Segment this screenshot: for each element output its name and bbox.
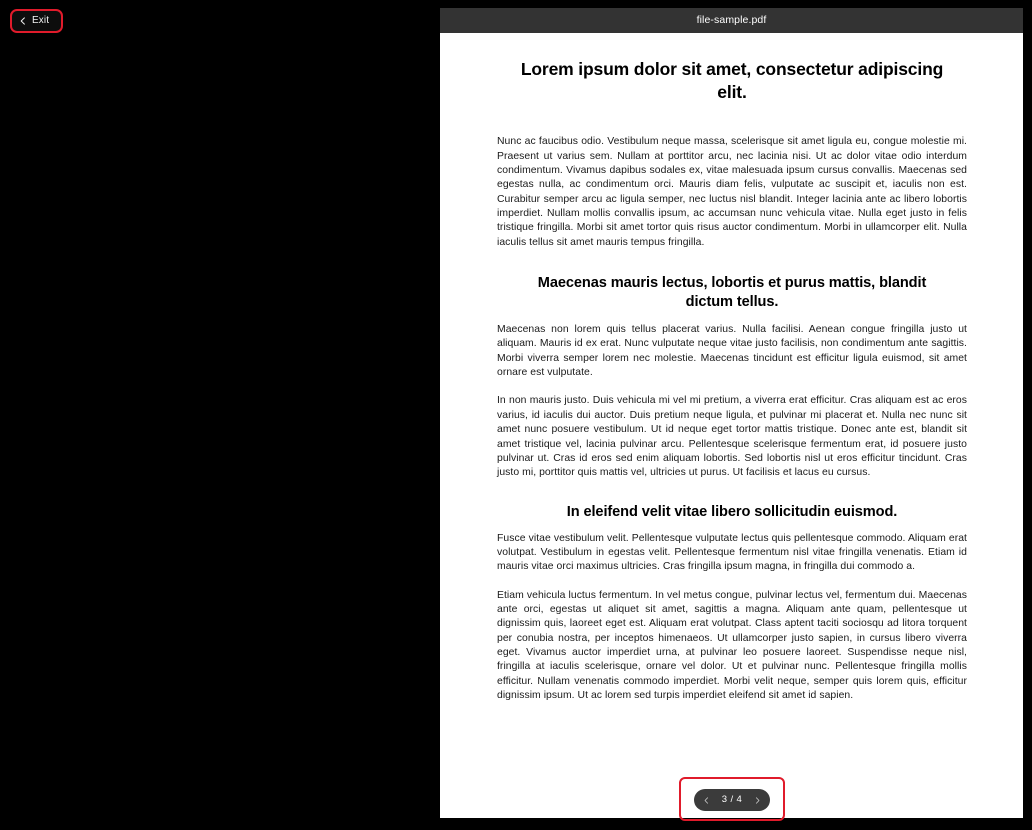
pagination-control[interactable] [694,789,770,811]
spacer [497,575,967,589]
spacer [497,250,967,274]
document-paragraph-3: In non mauris justo. Duis vehicula mi vel mi pretium, a viverra erat efficitur. Cras aliquam est ac eros varius, id iaculis dui auctor. Duis pretium neque ligula, et pulvinar mi placerat et. Nulla nec nunc sit amet nunc posuere vestibulum. Ut id neque eget tortor mattis tristique. Donec ante est, blandit sit amet tristique vel, lacinia pulvinar arcu. Pellentesque scelerisque fermentum erat, id posuere justo pulvinar ut. Cras id eros sed enim aliquam lobortis. Sed lobortis nisl ut eros efficitur tincidunt. Cras justo mi, porttitor quis mattis vel, ultricies ut purus. Ut facilisis et lacus eu cursus. [497,395,967,479]
document-paragraph-2: Maecenas non lorem quis tellus placerat varius. Nulla facilisi. Aenean congue fringilla justo ut aliquam. Mauris id ex erat. Nunc vulputate neque vitae justo facilisis, non condimentum ante sagittis. Morbi viverra semper lorem nec molestie. Maecenas tincidunt est efficitur ligula euismod, sit amet ornare est vulputate. [497,324,967,379]
document-heading-3: In eleifend velit vitae libero sollicitudin euismod. [566,503,898,520]
chevron-left-icon[interactable] [703,797,710,804]
viewer-titlebar [440,8,1023,33]
document-paragraph-4: Fusce vitae vestibulum velit. Pellentesque vulputate lectus quis pellentesque commodo. Aliquam erat volutpat. Vestibulum in egestas velit. Pellentesque fermentum nisl vitae fringilla venenatis. Etiam id mauris vitae orci maximus ultricies. Cras fringilla ipsum magna, in fringilla dui commodo a. [497,532,967,573]
pdf-file-name: file-sample.pdf [696,14,767,27]
pdf-page-content [497,58,967,704]
workspace-panel [0,0,440,830]
document-title: Lorem ipsum dolor sit amet, consectetur adipiscing elit. [520,59,944,103]
page-indicator: 3 / 4 [721,794,743,806]
document-paragraph-1: Nunc ac faucibus odio. Vestibulum neque massa, scelerisque sit amet ligula eu, congue molestie mi. Praesent ut varius sem. Nullam at porttitor arcu, nec lacinia nisi. Ut ac dolor vitae odio interdum condimentum. Vivamus dapibus sodales ex, vitae malesuada ipsum cursus convallis. Maecenas sed egestas nulla, ac condimentum orci. Mauris diam felis, vulputate ac suscipit et, iaculis non est. Curabitur semper arcu ac ligula semper, nec luctus nisl blandit. Integer lacinia ante ac libero lobortis imperdiet. Nullam mollis convallis ipsum, ac accumsan nunc vehicula vitae. Nulla eget justo in felis tristique fringilla. Morbi sit amet tortor quis risus auctor condimentum. Morbi in ullamcorper elit. Nulla iaculis tellus sit amet mauris tempus fringilla. [497,136,967,248]
pdf-viewer [440,8,1023,819]
spacer [497,380,967,394]
document-heading-2: Maecenas mauris lectus, lobortis et purus mattis, blandit dictum tellus. [537,275,927,311]
chevron-left-icon [19,17,27,25]
exit-button[interactable] [10,9,63,33]
document-paragraph-5: Etiam vehicula luctus fermentum. In vel metus congue, pulvinar lectus vel, fermentum dui. Maecenas ante orci, egestas ut aliquet sit amet, sagittis a magna. Aliquam ante quam, pellentesque ut dignissim quis, laoreet eget est. Aliquam erat volutpat. Class aptent taciti sociosqu ad litora torquent per conubia nostra, per inceptos himenaeos. Ut ullamcorper justo sapien, in cursus libero viverra eget. Vivamus auctor imperdiet urna, at pulvinar leo posuere laoreet. Suspendisse neque nisl, fringilla at iaculis scelerisque, ornare vel dolor. Ut et pulvinar nunc. Pellentesque fringilla mollis efficitur. Nullam venenatis commodo imperdiet. Morbi velit neque, semper quis lorem quis, efficitur dignissim ipsum. Ut ac lorem sed turpis imperdiet eleifend sit amet id sapien. [497,589,967,702]
spacer [497,104,967,135]
pdf-page-surface[interactable] [440,33,1023,818]
spacer [497,481,967,503]
spacer [497,312,967,323]
spacer [497,522,967,532]
chevron-right-icon[interactable] [754,797,761,804]
exit-button-label: Exit [32,15,50,26]
